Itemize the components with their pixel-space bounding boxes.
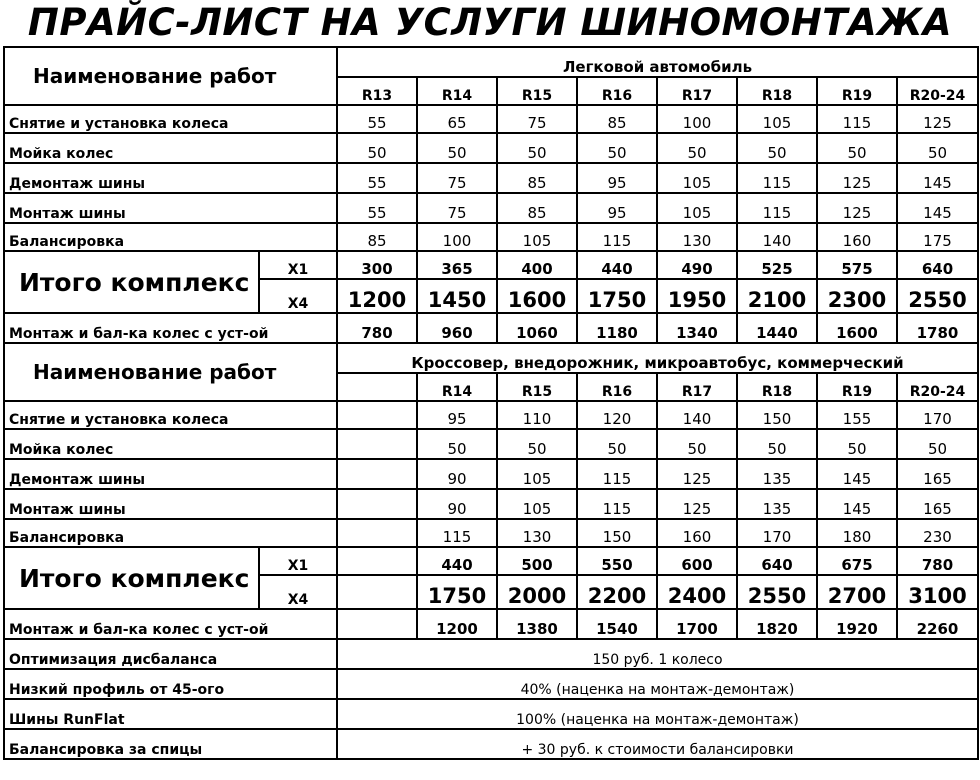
price-cell: 50 xyxy=(737,133,817,163)
total-x1-cell: 400 xyxy=(497,251,577,279)
price-cell: 95 xyxy=(577,193,657,223)
x1-label: X1 xyxy=(259,547,337,575)
price-cell: 125 xyxy=(817,193,897,223)
price-cell: 85 xyxy=(497,163,577,193)
price-cell: 50 xyxy=(417,429,497,459)
price-cell: 170 xyxy=(897,401,978,429)
size-header: R20-24 xyxy=(897,77,978,105)
mount-total-cell: 1780 xyxy=(897,313,978,343)
price-cell: 180 xyxy=(817,519,897,547)
total-x4-cell: 2300 xyxy=(817,279,897,313)
size-header: R14 xyxy=(417,373,497,401)
size-header: R19 xyxy=(817,77,897,105)
price-cell xyxy=(337,429,417,459)
total-x4-cell: 2700 xyxy=(817,575,897,609)
mount-total-cell: 1440 xyxy=(737,313,817,343)
size-header: R17 xyxy=(657,77,737,105)
size-header: R15 xyxy=(497,373,577,401)
table-row xyxy=(4,223,978,251)
total-x1-cell: 780 xyxy=(897,547,978,575)
work-header: Наименование работ xyxy=(4,47,337,105)
mount-total-cell: 1700 xyxy=(657,609,737,639)
extra-service-value: 150 руб. 1 колесо xyxy=(337,639,978,669)
price-cell: 105 xyxy=(497,489,577,519)
price-cell: 135 xyxy=(737,459,817,489)
price-cell: 125 xyxy=(657,489,737,519)
price-cell: 50 xyxy=(497,133,577,163)
price-cell: 145 xyxy=(897,193,978,223)
mount-total-cell: 1820 xyxy=(737,609,817,639)
total-x1-cell: 440 xyxy=(577,251,657,279)
service-name: Демонтаж шины xyxy=(4,459,337,489)
price-cell: 50 xyxy=(577,133,657,163)
price-cell: 105 xyxy=(497,459,577,489)
table-row xyxy=(4,729,978,759)
price-cell: 50 xyxy=(817,133,897,163)
table-row xyxy=(4,163,978,193)
total-x4-cell: 1450 xyxy=(417,279,497,313)
price-cell: 120 xyxy=(577,401,657,429)
mount-total-cell: 1060 xyxy=(497,313,577,343)
table-row xyxy=(4,429,978,459)
mount-total-cell: 1600 xyxy=(817,313,897,343)
price-cell: 140 xyxy=(737,223,817,251)
table-row xyxy=(4,459,978,489)
price-cell: 100 xyxy=(657,105,737,133)
table-row xyxy=(4,401,978,429)
total-x4-cell: 1600 xyxy=(497,279,577,313)
size-header: R16 xyxy=(577,77,657,105)
extra-service-name: Шины RunFlat xyxy=(4,699,337,729)
price-cell: 115 xyxy=(417,519,497,547)
total-x4-cell: 1950 xyxy=(657,279,737,313)
price-cell: 50 xyxy=(337,133,417,163)
mount-total-cell: 1540 xyxy=(577,609,657,639)
price-cell: 145 xyxy=(817,489,897,519)
size-header xyxy=(337,373,417,401)
total-label: Итого комплекс xyxy=(4,251,259,313)
service-name: Демонтаж шины xyxy=(4,163,337,193)
price-cell: 145 xyxy=(897,163,978,193)
price-cell: 75 xyxy=(417,193,497,223)
price-cell: 105 xyxy=(657,193,737,223)
total-x4-cell: 3100 xyxy=(897,575,978,609)
price-cell: 50 xyxy=(497,429,577,459)
price-cell: 115 xyxy=(737,193,817,223)
table-row xyxy=(4,547,978,575)
mount-total-cell: 2260 xyxy=(897,609,978,639)
total-x1-cell: 575 xyxy=(817,251,897,279)
price-cell: 50 xyxy=(897,429,978,459)
size-header: R18 xyxy=(737,373,817,401)
service-name: Балансировка xyxy=(4,519,337,547)
total-x4-cell: 2200 xyxy=(577,575,657,609)
price-cell: 155 xyxy=(817,401,897,429)
table-row xyxy=(4,313,978,343)
total-x1-cell: 365 xyxy=(417,251,497,279)
service-name: Монтаж и бал-ка колес с уст-ой xyxy=(4,313,337,343)
service-name: Монтаж шины xyxy=(4,193,337,223)
mount-total-cell: 780 xyxy=(337,313,417,343)
service-name: Снятие и установка колеса xyxy=(4,401,337,429)
price-cell xyxy=(337,401,417,429)
vehicle-group-label: Легковой автомобиль xyxy=(337,47,978,77)
mount-total-cell: 960 xyxy=(417,313,497,343)
table-row xyxy=(4,193,978,223)
price-cell: 125 xyxy=(897,105,978,133)
total-x4-cell: 1200 xyxy=(337,279,417,313)
total-x1-cell: 675 xyxy=(817,547,897,575)
total-x1-cell: 600 xyxy=(657,547,737,575)
total-x4-cell: 2100 xyxy=(737,279,817,313)
price-cell: 100 xyxy=(417,223,497,251)
page-title: ПРАЙС-ЛИСТ НА УСЛУГИ ШИНОМОНТАЖА xyxy=(27,1,953,44)
price-cell: 55 xyxy=(337,193,417,223)
service-name: Мойка колес xyxy=(4,429,337,459)
table-row xyxy=(4,343,978,373)
total-x1-cell: 640 xyxy=(737,547,817,575)
extra-service-value: 100% (наценка на монтаж-демонтаж) xyxy=(337,699,978,729)
price-cell: 135 xyxy=(737,489,817,519)
service-name: Балансировка xyxy=(4,223,337,251)
price-cell: 50 xyxy=(417,133,497,163)
price-cell xyxy=(337,519,417,547)
price-cell: 165 xyxy=(897,459,978,489)
mount-total-cell: 1380 xyxy=(497,609,577,639)
size-header: R14 xyxy=(417,77,497,105)
total-x1-cell: 640 xyxy=(897,251,978,279)
price-cell: 175 xyxy=(897,223,978,251)
total-x4-cell: 1750 xyxy=(417,575,497,609)
x1-label: X1 xyxy=(259,251,337,279)
price-cell: 125 xyxy=(817,163,897,193)
total-label: Итого комплекс xyxy=(4,547,259,609)
extra-service-name: Балансировка за спицы xyxy=(4,729,337,759)
table-row xyxy=(4,609,978,639)
mount-total-cell xyxy=(337,609,417,639)
extra-service-name: Оптимизация дисбаланса xyxy=(4,639,337,669)
price-cell: 50 xyxy=(817,429,897,459)
mount-total-cell: 1180 xyxy=(577,313,657,343)
table-row xyxy=(4,489,978,519)
total-x4-cell: 1750 xyxy=(577,279,657,313)
price-cell: 105 xyxy=(657,163,737,193)
price-cell: 115 xyxy=(577,489,657,519)
size-header: R20-24 xyxy=(897,373,978,401)
x4-label: X4 xyxy=(259,575,337,609)
price-cell: 50 xyxy=(657,429,737,459)
price-cell: 85 xyxy=(497,193,577,223)
price-cell: 125 xyxy=(657,459,737,489)
price-cell: 160 xyxy=(817,223,897,251)
price-cell: 50 xyxy=(897,133,978,163)
price-table xyxy=(3,46,979,760)
price-cell xyxy=(337,459,417,489)
price-cell: 160 xyxy=(657,519,737,547)
total-x1-cell: 490 xyxy=(657,251,737,279)
price-cell: 105 xyxy=(497,223,577,251)
price-cell: 65 xyxy=(417,105,497,133)
price-cell: 115 xyxy=(737,163,817,193)
mount-total-cell: 1200 xyxy=(417,609,497,639)
total-x4-cell: 2400 xyxy=(657,575,737,609)
table-row xyxy=(4,639,978,669)
price-cell: 110 xyxy=(497,401,577,429)
total-x4-cell: 2000 xyxy=(497,575,577,609)
price-cell: 55 xyxy=(337,163,417,193)
price-cell: 85 xyxy=(337,223,417,251)
table-row xyxy=(4,47,978,77)
extra-service-value: + 30 руб. к стоимости балансировки xyxy=(337,729,978,759)
size-header: R15 xyxy=(497,77,577,105)
price-cell: 50 xyxy=(577,429,657,459)
price-cell xyxy=(337,489,417,519)
size-header: R19 xyxy=(817,373,897,401)
price-cell: 85 xyxy=(577,105,657,133)
total-x4-cell: 2550 xyxy=(897,279,978,313)
price-cell: 140 xyxy=(657,401,737,429)
size-header: R16 xyxy=(577,373,657,401)
price-cell: 130 xyxy=(657,223,737,251)
mount-total-cell: 1920 xyxy=(817,609,897,639)
price-cell: 105 xyxy=(737,105,817,133)
total-x1-cell: 440 xyxy=(417,547,497,575)
price-table-body xyxy=(4,47,978,759)
price-cell: 115 xyxy=(577,459,657,489)
table-row xyxy=(4,105,978,133)
price-cell: 50 xyxy=(657,133,737,163)
size-header: R17 xyxy=(657,373,737,401)
total-x1-cell: 550 xyxy=(577,547,657,575)
table-row xyxy=(4,519,978,547)
total-x4-cell xyxy=(337,575,417,609)
price-cell: 50 xyxy=(737,429,817,459)
table-row xyxy=(4,251,978,279)
total-x1-cell: 300 xyxy=(337,251,417,279)
price-cell: 95 xyxy=(417,401,497,429)
total-x1-cell xyxy=(337,547,417,575)
service-name: Мойка колес xyxy=(4,133,337,163)
work-header: Наименование работ xyxy=(4,343,337,401)
price-cell: 130 xyxy=(497,519,577,547)
table-row xyxy=(4,133,978,163)
table-row xyxy=(4,699,978,729)
price-cell: 145 xyxy=(817,459,897,489)
price-cell: 75 xyxy=(497,105,577,133)
price-cell: 55 xyxy=(337,105,417,133)
table-row xyxy=(4,669,978,699)
service-name: Монтаж и бал-ка колес с уст-ой xyxy=(4,609,337,639)
x4-label: X4 xyxy=(259,279,337,313)
price-cell: 230 xyxy=(897,519,978,547)
mount-total-cell: 1340 xyxy=(657,313,737,343)
service-name: Монтаж шины xyxy=(4,489,337,519)
price-cell: 75 xyxy=(417,163,497,193)
extra-service-name: Низкий профиль от 45-ого xyxy=(4,669,337,699)
price-cell: 115 xyxy=(817,105,897,133)
service-name: Снятие и установка колеса xyxy=(4,105,337,133)
extra-service-value: 40% (наценка на монтаж-демонтаж) xyxy=(337,669,978,699)
total-x1-cell: 500 xyxy=(497,547,577,575)
price-cell: 90 xyxy=(417,459,497,489)
price-cell: 150 xyxy=(577,519,657,547)
price-cell: 95 xyxy=(577,163,657,193)
price-cell: 90 xyxy=(417,489,497,519)
price-cell: 165 xyxy=(897,489,978,519)
vehicle-group-label: Кроссовер, внедорожник, микроавтобус, коммерческий xyxy=(337,343,978,373)
price-cell: 170 xyxy=(737,519,817,547)
size-header: R18 xyxy=(737,77,817,105)
total-x4-cell: 2550 xyxy=(737,575,817,609)
total-x1-cell: 525 xyxy=(737,251,817,279)
price-cell: 150 xyxy=(737,401,817,429)
price-cell: 115 xyxy=(577,223,657,251)
size-header: R13 xyxy=(337,77,417,105)
